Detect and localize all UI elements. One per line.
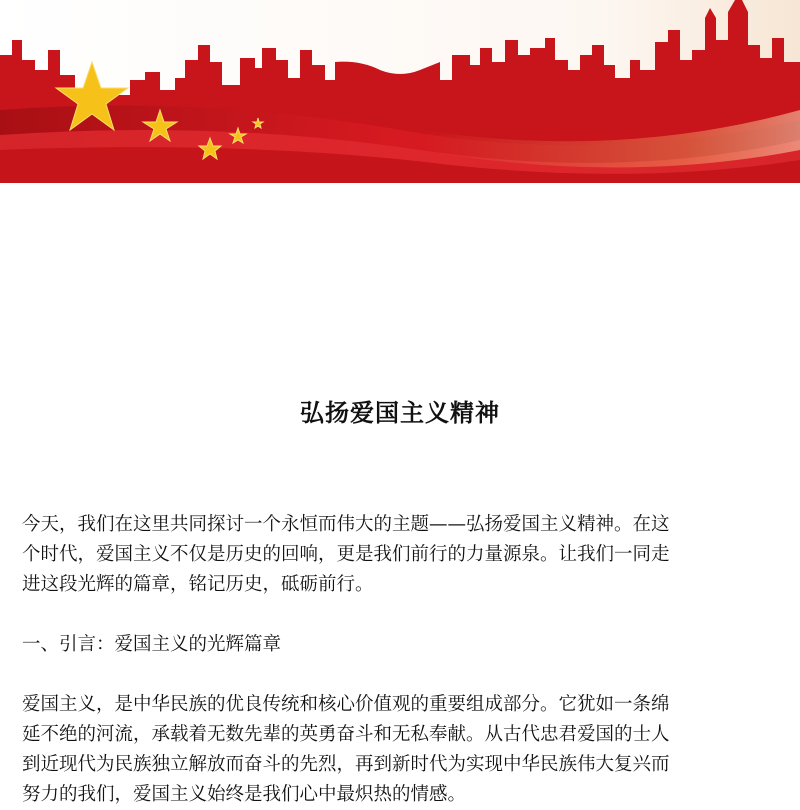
page-title: 弘扬爱国主义精神 — [300, 399, 500, 427]
header-banner — [0, 0, 800, 190]
section-heading: 一、引言：爱国主义的光辉篇章 — [22, 634, 282, 655]
intro-line: 今天，我们在这里共同探讨一个永恒而伟大的主题——弘扬爱国主义精神。在这 — [22, 514, 670, 535]
body-line: 爱国主义，是中华民族的优良传统和核心价值观的重要组成部分。它犹如一条绵 — [22, 694, 670, 715]
intro-paragraph — [22, 510, 782, 600]
body-line: 努力的我们，爱国主义始终是我们心中最炽热的情感。 — [22, 784, 467, 805]
section-paragraph — [22, 690, 782, 810]
intro-line: 个时代，爱国主义不仅是历史的回响，更是我们前行的力量源泉。让我们一同走 — [22, 544, 670, 565]
body-line: 延不绝的河流，承载着无数先辈的英勇奋斗和无私奉献。从古代忠君爱国的士人 — [22, 724, 670, 745]
body-line: 到近现代为民族独立解放而奋斗的先烈，再到新时代为实现中华民族伟大复兴而 — [22, 754, 670, 775]
document-body — [22, 510, 782, 810]
intro-line: 进这段光辉的篇章，铭记历史，砥砺前行。 — [22, 574, 374, 595]
